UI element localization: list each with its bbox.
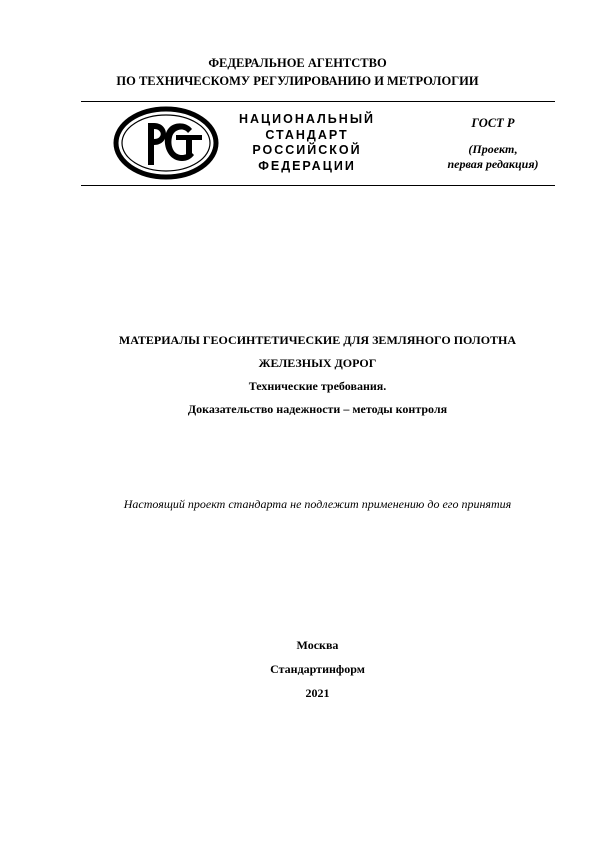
- agency-name-line2: ПО ТЕХНИЧЕСКОМУ РЕГУЛИРОВАНИЮ И МЕТРОЛОГИИ: [116, 74, 479, 88]
- national-standard-line2: СТАНДАРТ: [265, 127, 349, 142]
- document-title: [0, 329, 595, 421]
- gost-code: ГОСТ Р: [471, 116, 515, 130]
- subtitle-line2: Доказательство надежности – методы контроля: [187, 402, 448, 416]
- header-rule-bottom: [81, 185, 555, 186]
- imprint: [0, 633, 595, 705]
- draft-status-line1: (Проект,: [468, 141, 518, 156]
- subtitle-line1: Технические требования.: [248, 379, 387, 393]
- agency-name: [0, 54, 595, 90]
- title-line2: ЖЕЛЕЗНЫХ ДОРОГ: [258, 356, 377, 370]
- header-rule-top: [81, 101, 555, 102]
- national-standard-label: [232, 112, 382, 174]
- title-line1: МАТЕРИАЛЫ ГЕОСИНТЕТИЧЕСКИЕ ДЛЯ ЗЕМЛЯНОГО ПОЛОТНА: [118, 333, 517, 347]
- imprint-city: Москва: [296, 638, 339, 652]
- draft-status-line2: первая редакция): [447, 157, 539, 171]
- gost-designation: [430, 116, 556, 173]
- rst-logo-icon: [112, 105, 220, 181]
- imprint-publisher: Стандартинформ: [270, 662, 365, 676]
- national-standard-line3: РОССИЙСКОЙ: [252, 143, 362, 157]
- national-standard-line1: НАЦИОНАЛЬНЫЙ: [238, 112, 376, 126]
- national-standard-line4: ФЕДЕРАЦИИ: [258, 158, 356, 173]
- draft-notice: Настоящий проект стандарта не подлежит применению до его принятия: [123, 497, 512, 511]
- agency-name-line1: ФЕДЕРАЛЬНОЕ АГЕНТСТВО: [208, 56, 387, 70]
- imprint-year: 2021: [305, 686, 330, 700]
